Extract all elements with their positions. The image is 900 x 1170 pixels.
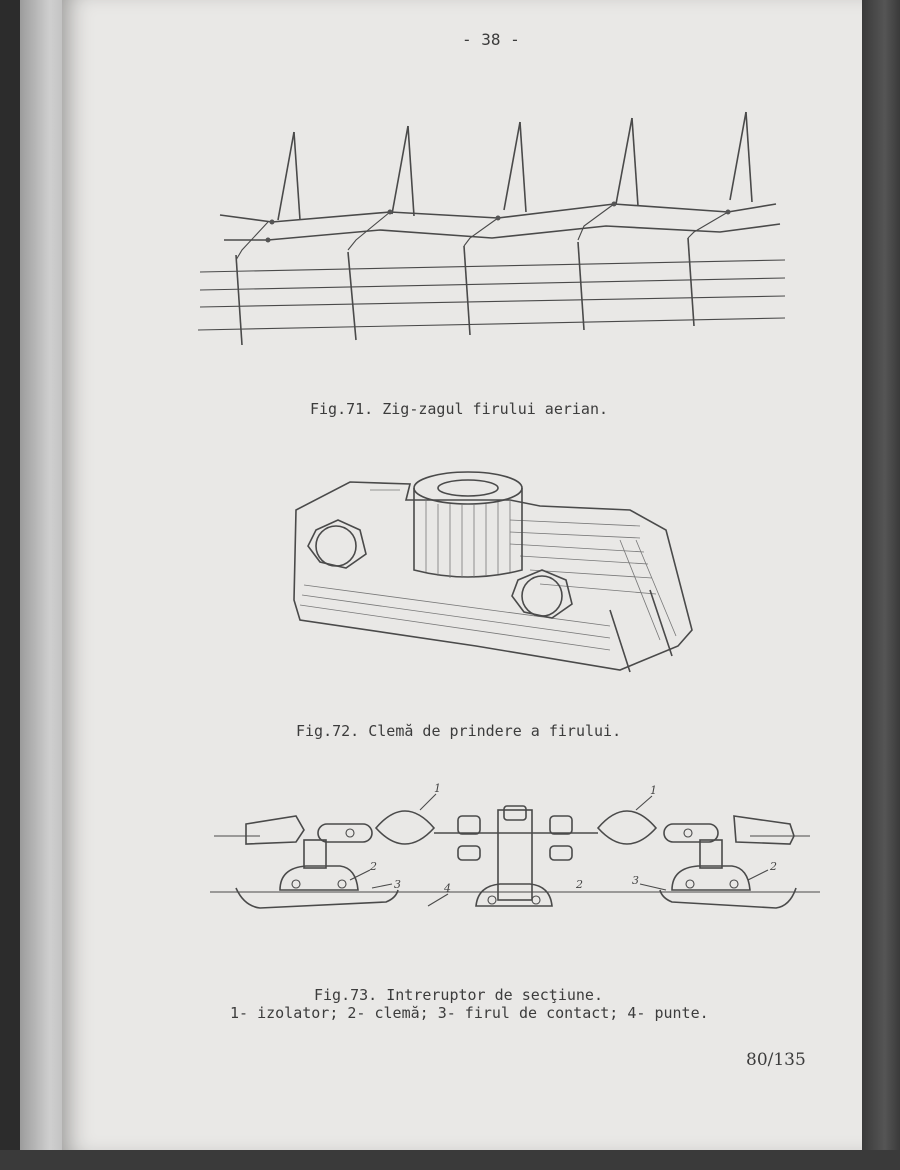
fig73-caption: Fig.73. Intreruptor de secţiune. — [314, 986, 603, 1004]
fig73-section-insulator-drawing — [200, 780, 830, 930]
fig72-clamp-drawing — [280, 460, 700, 690]
fig73-label-3b: 3 — [632, 874, 639, 887]
fig73-label-1b: 1 — [650, 784, 657, 797]
fig73-label-2c: 2 — [770, 860, 777, 873]
fig73-label-2a: 2 — [370, 860, 377, 873]
fig71-caption: Fig.71. Zig-zagul firului aerian. — [310, 400, 609, 418]
fig73-legend: 1- izolator; 2- clemă; 3- firul de contact; 4- punte. — [230, 1004, 709, 1022]
fig72-caption: Fig.72. Clemă de prindere a firului. — [296, 722, 622, 740]
book-right-shadow — [862, 0, 900, 1170]
archive-page-counter: 80/135 — [746, 1050, 806, 1070]
page-number: - 38 - — [462, 30, 520, 49]
fig73-label-1a: 1 — [434, 782, 441, 795]
fig73-label-3a: 3 — [394, 878, 401, 891]
book-bottom-shadow — [0, 1150, 900, 1170]
fig73-label-2b: 2 — [576, 878, 583, 891]
fig71-zigzag-drawing — [180, 100, 800, 350]
fig73-label-4: 4 — [444, 882, 451, 895]
